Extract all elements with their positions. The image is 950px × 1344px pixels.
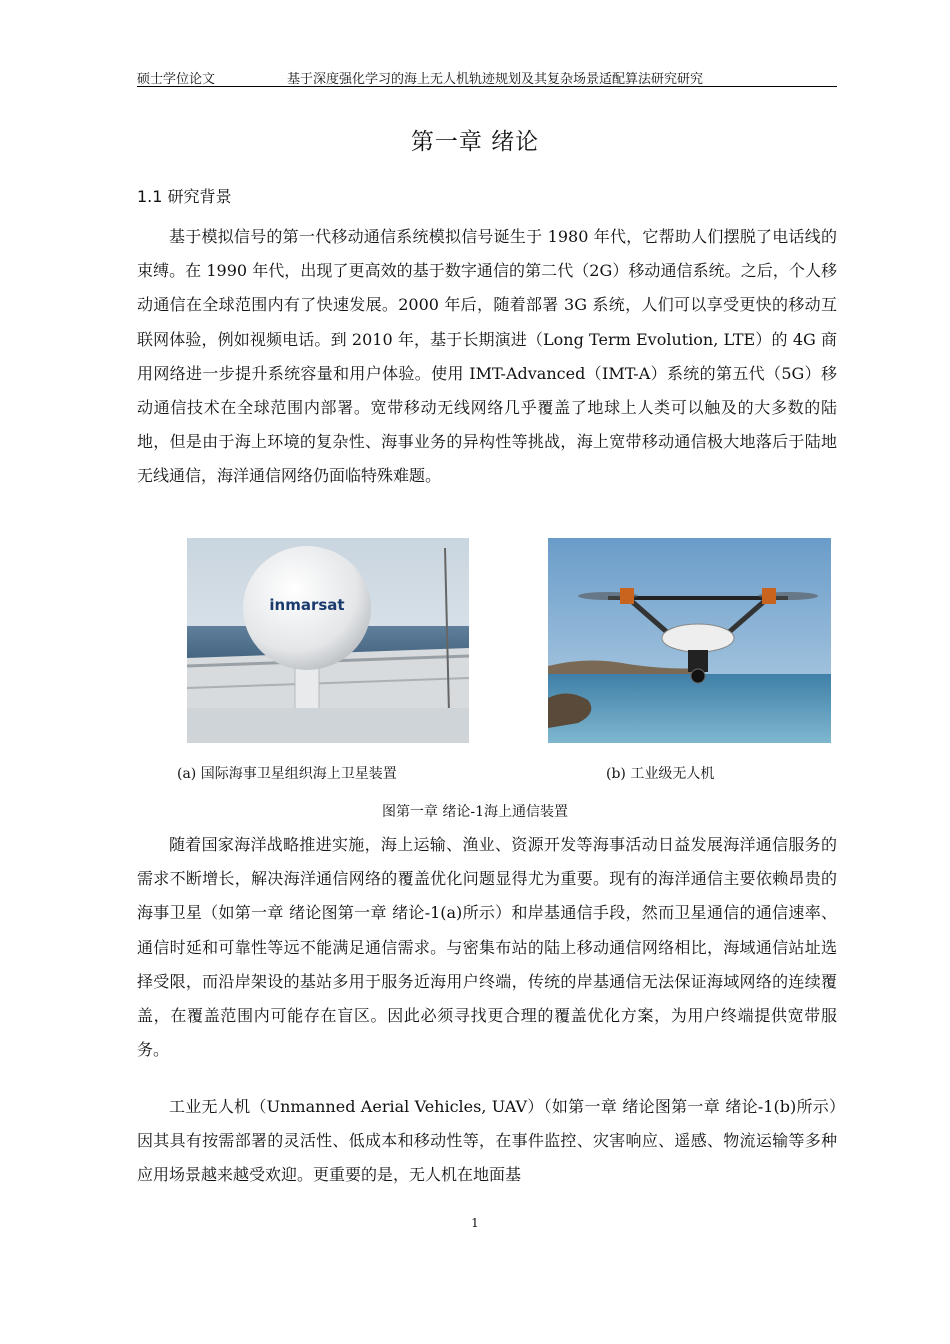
paragraph-1: 基于模拟信号的第一代移动通信系统模拟信号诞生于 1980 年代，它帮助人们摆脱了电话线的束缚。在 1990 年代，出现了更高效的基于数字通信的第二代（2G）移动通信系统。之后，个人移动通信在全球范围内有了快速发展。2000 年后，随着部署 3G 系统，人们可以享受更快的移动互联网体验，例如视频电话。到 2010 年，基于长期演进（Long Term Evolution, LTE）的 4G 商用网络进一步提升系统容量和用户体验。使用 IMT-Advanced（IMT-A）系统的第五代（5G）移动通信技术在全球范围内部署。宽带移动无线网络几乎覆盖了地球上人类可以触及的大多数的陆地，但是由于海上环境的复杂性、海事业务的异构性等挑战，海上宽带移动通信极大地落后于陆地无线通信，海洋通信网络仍面临特殊难题。 [137,227,837,486]
inmarsat-logo-text: inmarsat [269,596,345,614]
figure-b-drone-image [548,538,831,743]
paragraph-3: 工业无人机（Unmanned Aerial Vehicles, UAV）（如第一章 绪论图第一章 绪论-1(b)所示）因其具有按需部署的灵活性、低成本和移动性等，在事件监控、灾害响应、遥感、物流运输等多种应用场景越来越受欢迎。更重要的是，无人机在地面基 [137,1097,837,1185]
figure-caption: 图第一章 绪论-1海上通信装置 [381,804,569,820]
figure-a-satellite-dome-image [187,538,469,743]
header-thesis-type: 硕士学位论文 [137,72,216,87]
page-number: 1 [471,1216,479,1230]
section-title: 1.1 研究背景 [137,187,232,206]
paragraph-2: 随着国家海洋战略推进实施，海上运输、渔业、资源开发等海事活动日益发展海洋通信服务的需求不断增长，解决海洋通信网络的覆盖优化问题显得尤为重要。现有的海洋通信主要依赖昂贵的海事卫星（如第一章 绪论图第一章 绪论-1(a)所示）和岸基通信手段，然而卫星通信的通信速率、通信时延和可靠性等远不能满足通信需求。与密集布站的陆上移动通信网络相比，海域通信站址选择受限，而沿岸架设的基站多用于服务近海用户终端，传统的岸基通信无法保证海域网络的连续覆盖，在覆盖范围内可能存在盲区。因此必须寻找更合理的覆盖优化方案，为用户终端提供宽带服务。 [137,835,837,1060]
subcaption-b: (b) 工业级无人机 [606,766,715,782]
page-header [137,66,837,87]
subcaption-a: (a) 国际海事卫星组织海上卫星装置 [177,766,397,782]
header-thesis-title: 基于深度强化学习的海上无人机轨迹规划及其复杂场景适配算法研究研究 [287,72,704,87]
chapter-title: 第一章 绪论 [410,129,540,155]
